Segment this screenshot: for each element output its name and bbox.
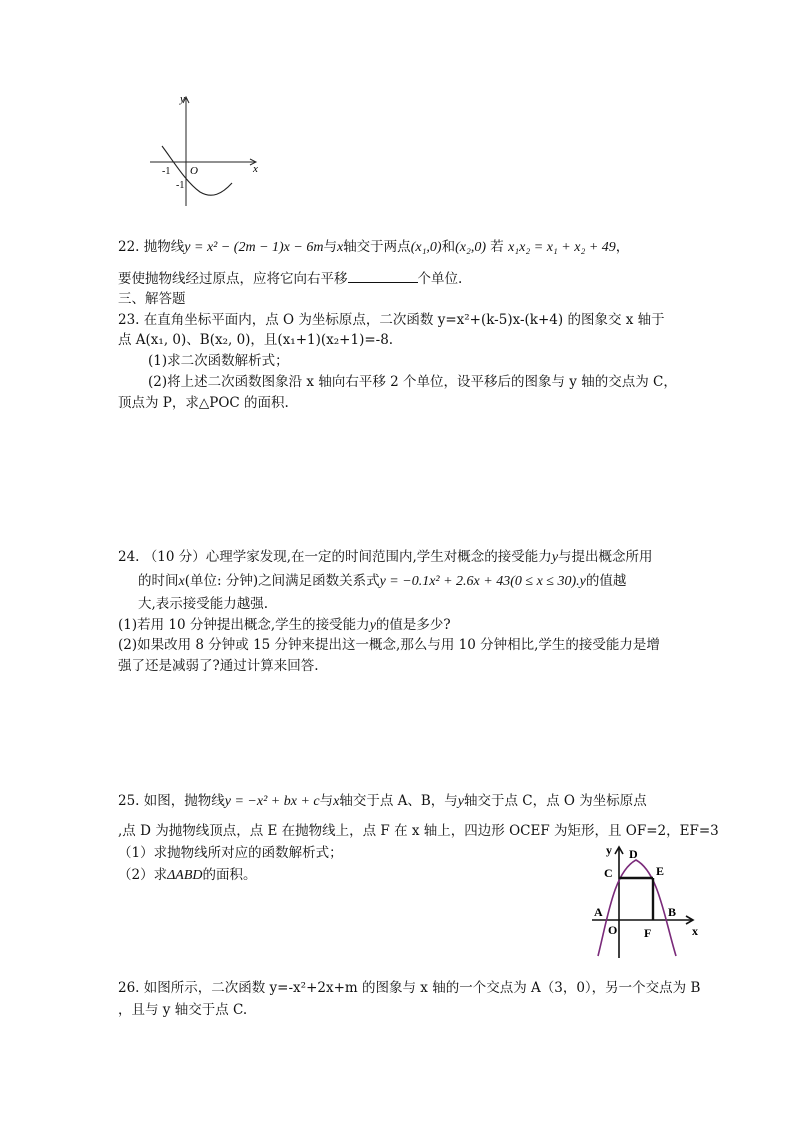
q24-x-var: x (178, 574, 185, 589)
fig25-o-label: O (608, 923, 618, 937)
fig25-c-label: C (604, 866, 613, 880)
q25-text-c: 轴交于点 A、B，与 (339, 793, 458, 809)
q24-part2: (2)如果改用 8 分钟或 15 分钟来提出这一概念,那么与用 10 分钟相比,学生的接受能力是增 (118, 637, 660, 653)
q23-line2: 点 A(x₁, 0)、B(x₂, 0)，且(x₁+1)(x₂+1)=-8. (118, 332, 394, 348)
q23-part2: (2)将上述二次函数图象沿 x 轴向右平移 2 个单位，设平移后的图象与 y 轴的交点为 C， (148, 374, 677, 390)
q22-line2-tail: 个单位. (417, 271, 463, 287)
q25-line2: ,点 D 为抛物线顶点，点 E 在抛物线上，点 F 在 x 轴上，四边形 OCEF 为矩形，且 OF=2，EF=3 (118, 823, 719, 839)
fig25-y-label: y (606, 843, 612, 857)
q25-figure (588, 838, 708, 962)
q24-line6: 强了还是减弱了?通过计算来回答. (118, 658, 319, 674)
fig21-neg1-x-label: -1 (162, 166, 171, 177)
q24-line1-tail: 与提出概念所用 (558, 549, 653, 565)
q24-y-var-2: y (579, 574, 586, 589)
q22-line1 (118, 238, 629, 257)
q22-text-a: 抛物线 (143, 239, 185, 255)
section-heading-solutions: 三、解答题 (118, 291, 186, 307)
q26-line1: 26. 如图所示，二次函数 y=-x²+2x+m 的图象与 x 轴的一个交点为 A（3，0），另一个交点为 B (118, 980, 701, 996)
q24-line1 (118, 548, 653, 567)
q24-line3: 大,表示接受能力越强. (138, 596, 269, 612)
q25-y-var: y (457, 794, 465, 809)
fig25-d-label: D (629, 847, 638, 861)
q25-equation: y = −x² + bx + c (224, 794, 320, 809)
q22-point2: (x₂,0) (455, 240, 486, 255)
fig21-origin-label: O (190, 165, 198, 177)
q22-number: 22. (118, 239, 140, 255)
q24-part1 (118, 616, 451, 635)
fig21-neg1-y-label: -1 (176, 180, 185, 191)
q21-figure (140, 88, 270, 213)
fig25-f-label: F (644, 926, 652, 940)
fig21-y-label: y (180, 93, 185, 105)
q23-line1: 23. 在直角坐标平面内，点 O 为坐标原点，二次函数 y=x²+(k-5)x-(k+4) 的图象交 x 轴于 (118, 312, 665, 328)
q22-condition: x₁x₂ = x₁ + x₂ + 49 (508, 240, 616, 255)
fig25-x-label: x (692, 924, 698, 938)
q25-text-d: 轴交于点 C，点 O 为坐标原点 (464, 793, 647, 809)
q26-line2: ，且与 y 轴交于点 C. (118, 1002, 248, 1018)
q25-part2-text: （2）求 (118, 867, 168, 883)
q22-line2-text: 要使抛物线经过原点，应将它向右平移 (118, 271, 348, 287)
q25-part1: （1）求抛物线所对应的函数解析式； (118, 845, 343, 861)
fig21-x-label: x (253, 163, 258, 175)
q23-line5: 顶点为 P，求△POC 的面积. (118, 395, 289, 411)
q23-part1: (1)求二次函数解析式； (148, 353, 289, 369)
q22-point1: (x₁,0) (410, 240, 442, 255)
q22-text-e: 若 (490, 239, 504, 255)
q24-y-var-3: y (369, 618, 376, 633)
q22-text-d: 和 (441, 239, 456, 255)
fig25-a-label: A (594, 905, 603, 919)
q24-y-var: y (551, 550, 559, 565)
q22-x-var: x (336, 240, 344, 255)
q25-text-b: 与 (319, 793, 334, 809)
q22-text-c: 轴交于两点 (343, 239, 411, 255)
q22-equation: y = x² − (2m − 1)x − 6m (184, 240, 324, 255)
q25-line1-text: 25. 如图，抛物线 (118, 793, 225, 809)
q24-line1-text: 24. （10 分）心理学家发现,在一定的时间范围内,学生对概念的接受能力 (118, 549, 552, 565)
q24-part1-tail: 的值是多少? (375, 617, 451, 633)
q25-triangle: ΔABD (167, 868, 203, 883)
q24-part1-text: (1)若用 10 分钟提出概念,学生的接受能力 (118, 617, 370, 633)
q25-part2-tail: 的面积。 (202, 867, 257, 883)
fig25-e-label: E (656, 864, 665, 878)
q22-text-b: 与 (323, 239, 337, 255)
q22-line2 (118, 270, 462, 288)
q25-x-var: x (333, 794, 340, 809)
q22-text-f: ， (615, 239, 630, 255)
q25-line1 (118, 792, 647, 811)
q24-line2-text: 的时间 (138, 573, 179, 589)
q24-equation: y = −0.1x² + 2.6x + 43(0 ≤ x ≤ 30). (379, 574, 580, 589)
q24-line2-mid: (单位: 分钟)之间满足函数关系式 (184, 573, 380, 589)
q24-line2-tail: 的值越 (585, 573, 627, 589)
q22-answer-blank[interactable] (348, 270, 418, 283)
fig25-b-label: B (668, 905, 677, 919)
q25-part2 (118, 866, 257, 885)
q24-line2 (138, 572, 626, 591)
